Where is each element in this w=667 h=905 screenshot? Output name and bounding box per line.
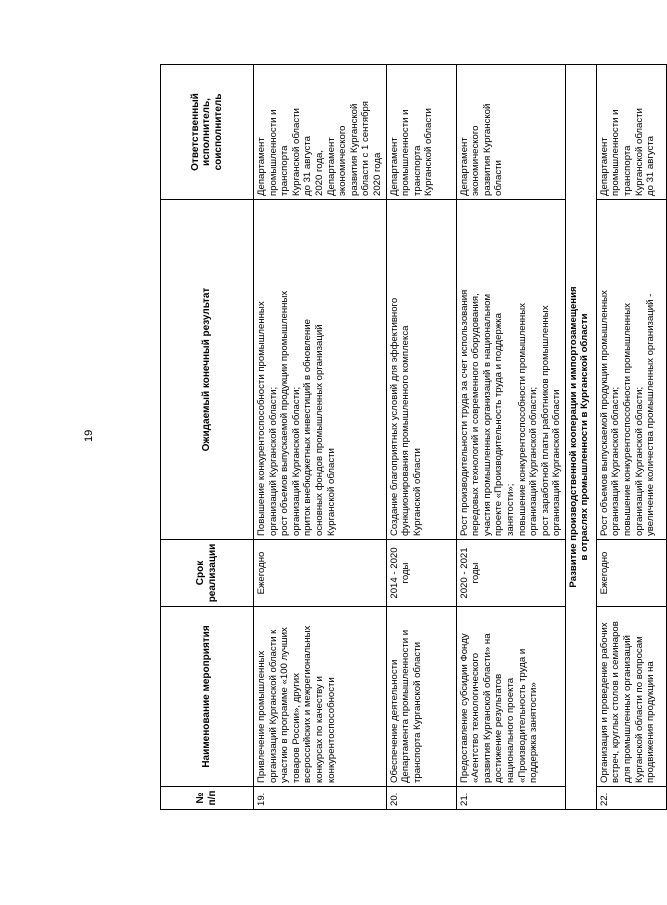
row-responsible: Департамент промышленности и транспорта Курганской области до 31 августа 2020 года, Департамент экономического развития Курганской области с 1 сентября 2020 года	[254, 65, 387, 200]
rotated-table-page	[160, 65, 657, 810]
row-number: 20.	[386, 787, 456, 810]
activities-table	[160, 64, 667, 810]
row-expected-result: Рост объемов выпускаемой продукции промышленных организаций Курганской области; повышение конкурентоспособности промышленных организаций Курганской области; увеличение количества промышленных организаций -	[596, 200, 666, 540]
table-row	[386, 65, 456, 810]
row-number: 22.	[596, 787, 666, 810]
row-number: 19.	[254, 787, 387, 810]
table-header-row	[161, 65, 254, 810]
row-expected-result: Рост производительности труда за счет использования передовых технологий и современного оборудования, участия промышленных организаций в национальном проекте «Производительность труда и поддержка занятости»; повышение конкурентоспособности промышленных организаций Курганской области; рост заработной платы работников промышленных организаций Курганской области	[456, 200, 565, 540]
row-expected-result: Создание благоприятных условий для эффективного функционирования промышленного комплекса Курганской области	[386, 200, 456, 540]
row-responsible: Департамент промышленности и транспорта Курганской области до 31 августа	[596, 65, 666, 200]
table-row	[456, 65, 565, 810]
row-activity-name: Предоставление субсидии Фонду «Агентство технологического развития Курганской области» на достижение результатов национального проекта «Производительность труда и поддержка занятости»	[456, 607, 565, 787]
section-heading: Развитие производственной кооперации и импортозамещения в отраслях промышленности в Курганской области	[565, 65, 596, 810]
page-number: 19	[83, 429, 95, 442]
row-expected-result: Повышение конкурентоспособности промышленных организаций Курганской области; рост объемов выпускаемой продукции промышленных организаций Курганской области; приток внебюджетных инвестиций в обновление основных фондов промышленных организаций Курганской области	[254, 200, 387, 540]
section-row	[565, 65, 596, 810]
table-row	[254, 65, 387, 810]
header-term: Срок реализации	[161, 540, 254, 607]
header-activity-name: Наименование мероприятия	[161, 607, 254, 787]
row-activity-name: Обеспечение деятельности Департамента промышленности и транспорта Курганской области	[386, 607, 456, 787]
row-term: Ежегодно	[254, 540, 387, 607]
row-responsible: Департамент промышленности и транспорта Курганской области	[386, 65, 456, 200]
row-activity-name: Организация и проведение рабочих встреч, круглых столов и семинаров для промышленных организаций Курганской области по вопросам продвижения продукции на	[596, 607, 666, 787]
row-responsible: Департамент экономического развития Курганской области	[456, 65, 565, 200]
row-term: 2014 - 2020 годы	[386, 540, 456, 607]
row-term: 2020 - 2021 годы	[456, 540, 565, 607]
row-number: 21.	[456, 787, 565, 810]
row-activity-name: Привлечение промышленных организаций Курганской области к участию в программе «100 лучших товаров России», других всероссийских и межрегиональных конкурсах по качеству и конкурентоспособности	[254, 607, 387, 787]
table-row	[596, 65, 666, 810]
header-responsible: Ответственный исполнитель, соисполнитель	[161, 65, 254, 200]
header-number: № п/п	[161, 787, 254, 810]
header-expected-result: Ожидаемый конечный результат	[161, 200, 254, 540]
row-term: Ежегодно	[596, 540, 666, 607]
